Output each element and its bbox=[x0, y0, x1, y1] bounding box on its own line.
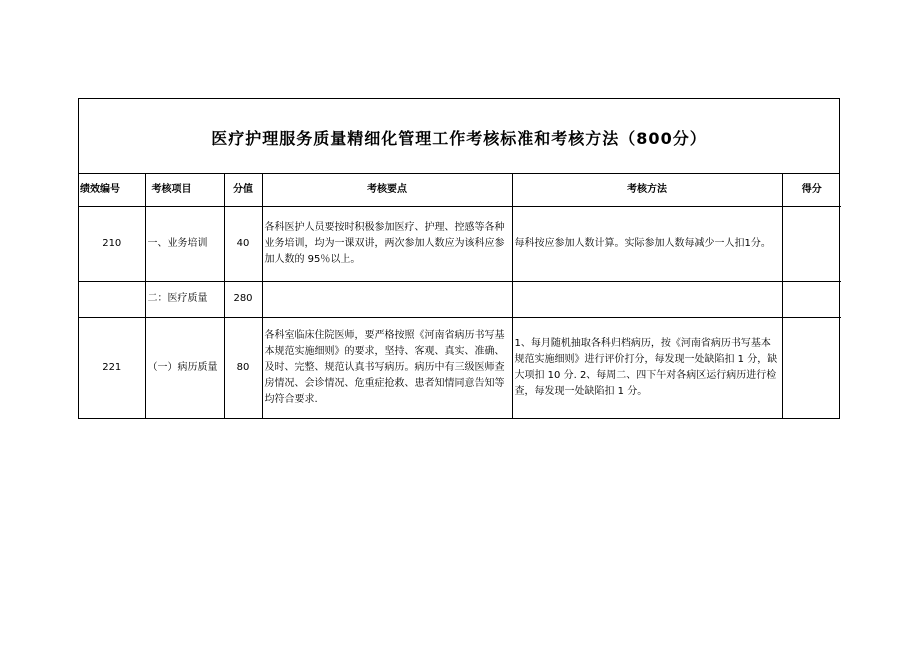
row-points: 各科医护人员要按时积极参加医疗、护理、控感等各种业务培训，均为一课双讲，两次参加人数应为该科应参加人数的 95％以上。 bbox=[262, 206, 512, 281]
table-row bbox=[79, 281, 841, 317]
table-row bbox=[79, 206, 841, 281]
row-method: 1、每月随机抽取各科归档病历，按《河南省病历书写基本规范实施细则》进行评价打分，每发现一处缺陷扣 1 分，缺大项扣 10 分. 2、每周二、四下午对各病区运行病历进行检查，每发现一处缺陷扣 1 分。 bbox=[512, 317, 782, 418]
row-got bbox=[782, 281, 841, 317]
row-got bbox=[782, 317, 841, 418]
header-item: 考核项目 bbox=[145, 174, 224, 206]
row-item: （一）病历质量 bbox=[145, 317, 224, 418]
row-item: 二：医疗质量 bbox=[145, 281, 224, 317]
document-title: 医疗护理服务质量精细化管理工作考核标准和考核方法（800分） bbox=[79, 99, 839, 174]
assessment-table bbox=[79, 174, 841, 418]
row-method bbox=[512, 281, 782, 317]
table-header-row bbox=[79, 174, 841, 206]
assessment-table-sheet bbox=[78, 98, 840, 419]
row-code bbox=[79, 281, 145, 317]
row-got bbox=[782, 206, 841, 281]
row-method: 每科按应参加人数计算。实际参加人数每减少一人扣1分。 bbox=[512, 206, 782, 281]
header-score: 分值 bbox=[224, 174, 262, 206]
table-row bbox=[79, 317, 841, 418]
row-points bbox=[262, 281, 512, 317]
row-score: 40 bbox=[224, 206, 262, 281]
row-code: 221 bbox=[79, 317, 145, 418]
row-code: 210 bbox=[79, 206, 145, 281]
row-score: 280 bbox=[224, 281, 262, 317]
row-score: 80 bbox=[224, 317, 262, 418]
header-got: 得分 bbox=[782, 174, 841, 206]
row-item: 一、业务培训 bbox=[145, 206, 224, 281]
row-points: 各科室临床住院医师，要严格按照《河南省病历书写基本规范实施细则》的要求，坚持、客观、真实、准确、及时、完整、规范认真书写病历。病历中有三级医师查房情况、会诊情况、危重症抢救、患者知情同意告知等均符合要求. bbox=[262, 317, 512, 418]
header-code: 绩效编号 bbox=[79, 174, 145, 206]
header-points: 考核要点 bbox=[262, 174, 512, 206]
header-method: 考核方法 bbox=[512, 174, 782, 206]
